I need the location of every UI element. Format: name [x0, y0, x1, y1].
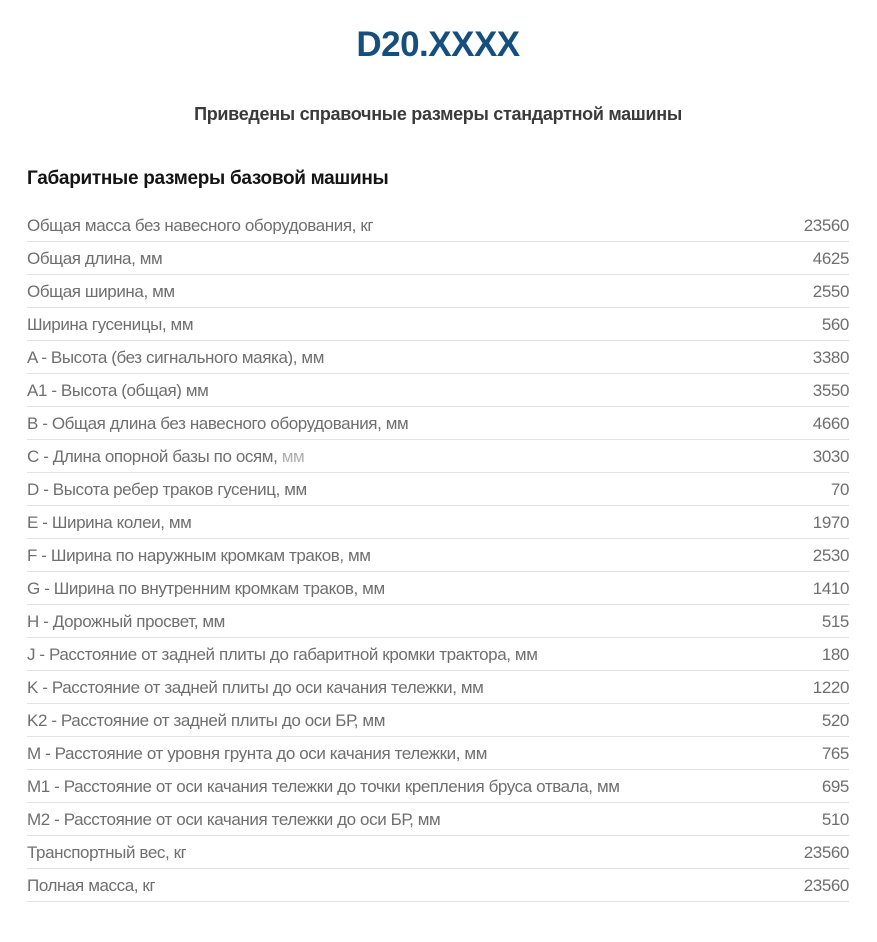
spec-label-text: D - Высота ребер траков гусениц, мм [27, 480, 307, 498]
spec-label-text: A1 - Высота (общая) мм [27, 381, 209, 399]
spec-label [27, 580, 385, 597]
spec-label-text: F - Ширина по наружным кромкам траков, мм [27, 546, 371, 564]
spec-value: 2530 [812, 545, 849, 565]
spec-label [27, 415, 408, 432]
spec-value: 765 [821, 743, 849, 763]
spec-row [27, 704, 849, 737]
spec-label-text: M - Расстояние от уровня грунта до оси качания тележки, мм [27, 744, 487, 762]
spec-value: 1220 [812, 677, 849, 697]
spec-value: 23560 [803, 842, 849, 862]
spec-row [27, 539, 849, 572]
spec-label [27, 844, 186, 861]
spec-value: 1970 [812, 512, 849, 532]
spec-row [27, 209, 849, 242]
spec-label [27, 283, 175, 300]
spec-label [27, 316, 193, 333]
spec-value: 23560 [803, 875, 849, 895]
spec-value: 560 [821, 314, 849, 334]
spec-label [27, 811, 440, 828]
spec-row [27, 440, 849, 473]
spec-row [27, 374, 849, 407]
spec-label [27, 547, 371, 564]
spec-row [27, 737, 849, 770]
spec-row [27, 275, 849, 308]
spec-row [27, 407, 849, 440]
spec-label-text: B - Общая длина без навесного оборудования, мм [27, 414, 409, 432]
spec-row [27, 836, 849, 869]
page-subtitle: Приведены справочные размеры стандартной машины [194, 104, 682, 124]
spec-label-text: M2 - Расстояние от оси качания тележки до оси БР, мм [27, 810, 441, 828]
spec-value: 1410 [812, 578, 849, 598]
spec-label-text: G - Ширина по внутренним кромкам траков, мм [27, 579, 385, 597]
spec-label-text: K - Расстояние от задней плиты до оси качания тележки, мм [27, 678, 484, 696]
spec-label-text: K2 - Расстояние от задней плиты до оси БР, мм [27, 711, 385, 729]
spec-page [0, 24, 877, 902]
spec-label [27, 382, 208, 399]
spec-value: 515 [821, 611, 849, 631]
spec-row [27, 671, 849, 704]
spec-label-text: Полная масса, кг [27, 876, 156, 894]
spec-label-light-suffix: мм [277, 447, 305, 465]
spec-value: 3380 [812, 347, 849, 367]
spec-value: 695 [821, 776, 849, 796]
spec-value: 510 [821, 809, 849, 829]
spec-label [27, 778, 620, 795]
spec-label [27, 646, 538, 663]
spec-label-text: Общая длина, мм [27, 249, 163, 267]
spec-label-text: Ширина гусеницы, мм [27, 315, 194, 333]
spec-row [27, 770, 849, 803]
spec-label [27, 877, 155, 894]
spec-value: 180 [821, 644, 849, 664]
spec-label-text: C - Длина опорной базы по осям, [27, 447, 278, 465]
spec-row [27, 638, 849, 671]
spec-value: 4660 [812, 413, 849, 433]
spec-label [27, 613, 225, 630]
spec-value: 23560 [803, 215, 849, 235]
spec-label [27, 448, 304, 465]
spec-value: 3550 [812, 380, 849, 400]
spec-value: 520 [821, 710, 849, 730]
spec-label-text: Общая ширина, мм [27, 282, 175, 300]
spec-row [27, 341, 849, 374]
spec-row [27, 506, 849, 539]
spec-label-text: A - Высота (без сигнального маяка), мм [27, 348, 324, 366]
spec-label-text: Общая масса без навесного оборудования, кг [27, 216, 374, 234]
spec-row [27, 869, 849, 902]
spec-row [27, 242, 849, 275]
page-title: D20.XXXX [356, 25, 520, 64]
spec-label-text: Транспортный вес, кг [27, 843, 187, 861]
spec-value: 3030 [812, 446, 849, 466]
section-heading: Габаритные размеры базовой машины [27, 167, 389, 189]
spec-label-text: H - Дорожный просвет, мм [27, 612, 225, 630]
spec-row [27, 605, 849, 638]
spec-value: 2550 [812, 281, 849, 301]
spec-label [27, 712, 385, 729]
spec-label [27, 514, 191, 531]
spec-label [27, 250, 162, 267]
spec-row [27, 473, 849, 506]
spec-label [27, 481, 307, 498]
spec-value: 4625 [812, 248, 849, 268]
spec-label-text: J - Расстояние от задней плиты до габаритной кромки трактора, мм [27, 645, 538, 663]
spec-row [27, 308, 849, 341]
spec-value: 70 [830, 479, 849, 499]
spec-row [27, 803, 849, 836]
spec-label [27, 217, 373, 234]
spec-label [27, 349, 324, 366]
spec-label [27, 745, 487, 762]
spec-label-text: E - Ширина колеи, мм [27, 513, 192, 531]
spec-label [27, 679, 483, 696]
spec-row [27, 572, 849, 605]
spec-label-text: M1 - Расстояние от оси качания тележки до точки крепления бруса отвала, мм [27, 777, 620, 795]
spec-table [27, 209, 849, 902]
